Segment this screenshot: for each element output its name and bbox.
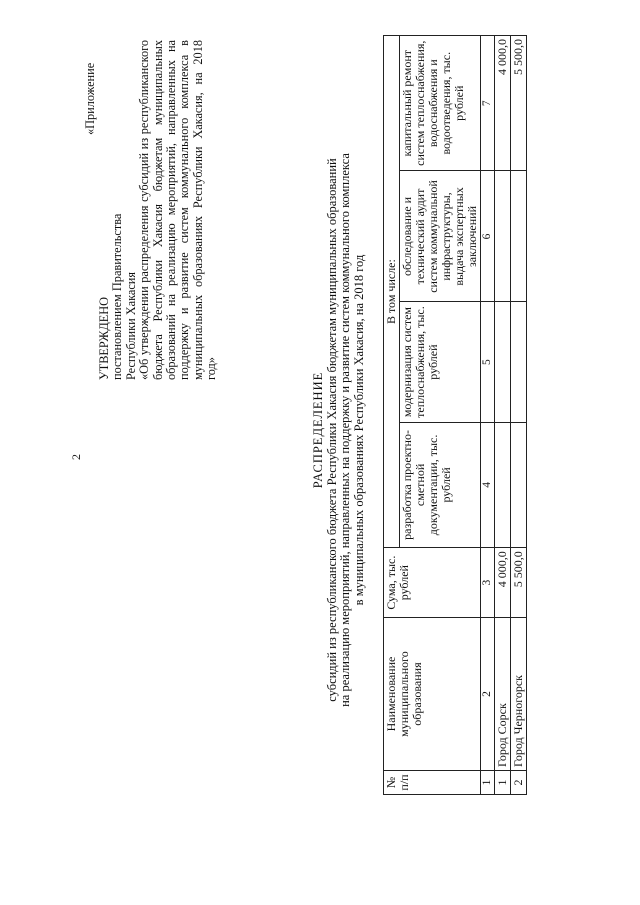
- page-number: 2: [69, 454, 83, 460]
- table-row: [495, 36, 511, 795]
- row-col-4: [511, 422, 527, 548]
- col-number: 5: [481, 302, 495, 422]
- approval-block: [98, 40, 219, 380]
- row-name: Город Сорск: [495, 618, 511, 771]
- row-col-4: [495, 422, 511, 548]
- approval-title: УТВЕРЖДЕНО: [97, 296, 111, 380]
- approval-text: «Об утверждении распределения субсидий из республиканского бюджета Республики Хакасия бюджетам муниципальных образований на реализацию мероприятий, направленных на поддержку и развитие систем коммунального комплекса в муниципальных образованиях Республики Хакасия, на 2018 год»: [137, 40, 219, 380]
- document-heading: [312, 70, 366, 790]
- row-sum: 4 000,0: [495, 548, 511, 618]
- header-sum: Сума, тыс. рублей: [384, 548, 481, 618]
- row-sum: 5 500,0: [511, 548, 527, 618]
- annex-label: «Приложение: [83, 62, 97, 135]
- row-num: 1: [495, 770, 511, 794]
- header-col-5: модернизация систем теплоснабжения, тыс. рублей: [400, 302, 481, 422]
- row-col-6: [495, 171, 511, 302]
- header-col-4: разработка проектно-сметной документации, тыс. рублей: [400, 422, 481, 548]
- rotated-page-content: [0, 8, 600, 880]
- distribution-table: [383, 35, 527, 795]
- table-row: [511, 36, 527, 795]
- col-number: 1: [481, 770, 495, 794]
- col-number: 3: [481, 548, 495, 618]
- col-number: 4: [481, 422, 495, 548]
- header-col-6: обследование и технический аудит систем коммунальной инфраструктуры, выдача экспертных заключений: [400, 171, 481, 302]
- heading-line-1: субсидий из республиканского бюджета Республики Хакасия бюджетам муниципальных образований: [324, 158, 339, 702]
- row-num: 2: [511, 770, 527, 794]
- row-name: Город Черногорск: [511, 618, 527, 771]
- col-number: 2: [481, 618, 495, 771]
- row-col-6: [511, 171, 527, 302]
- row-col-7: 4 000,0: [495, 36, 511, 171]
- row-col-5: [511, 302, 527, 422]
- row-col-7: 5 500,0: [511, 36, 527, 171]
- heading-line-2: на реализацию мероприятий, направленных на поддержку и развитие систем коммунального комплекса: [338, 153, 353, 707]
- header-num: № п/п: [384, 770, 481, 794]
- approval-line-2: Республики Хакасия: [123, 271, 138, 380]
- header-col-7: капитальный ремонт систем теплоснабжения, водоснабжения и водоотведения, тыс. рублей: [400, 36, 481, 171]
- col-number: 7: [481, 36, 495, 171]
- column-numbers-row: [481, 36, 495, 795]
- row-col-5: [495, 302, 511, 422]
- header-name: Наименование муниципального образования: [384, 618, 481, 771]
- col-number: 6: [481, 171, 495, 302]
- heading-line-3: в муниципальных образованиях Республики Хакасия, на 2018 год: [351, 254, 366, 606]
- heading-title: РАСПРЕДЕЛЕНИЕ: [311, 371, 325, 489]
- approval-line-1: постановлением Правительства: [110, 213, 125, 380]
- header-including: В том числе:: [384, 36, 400, 548]
